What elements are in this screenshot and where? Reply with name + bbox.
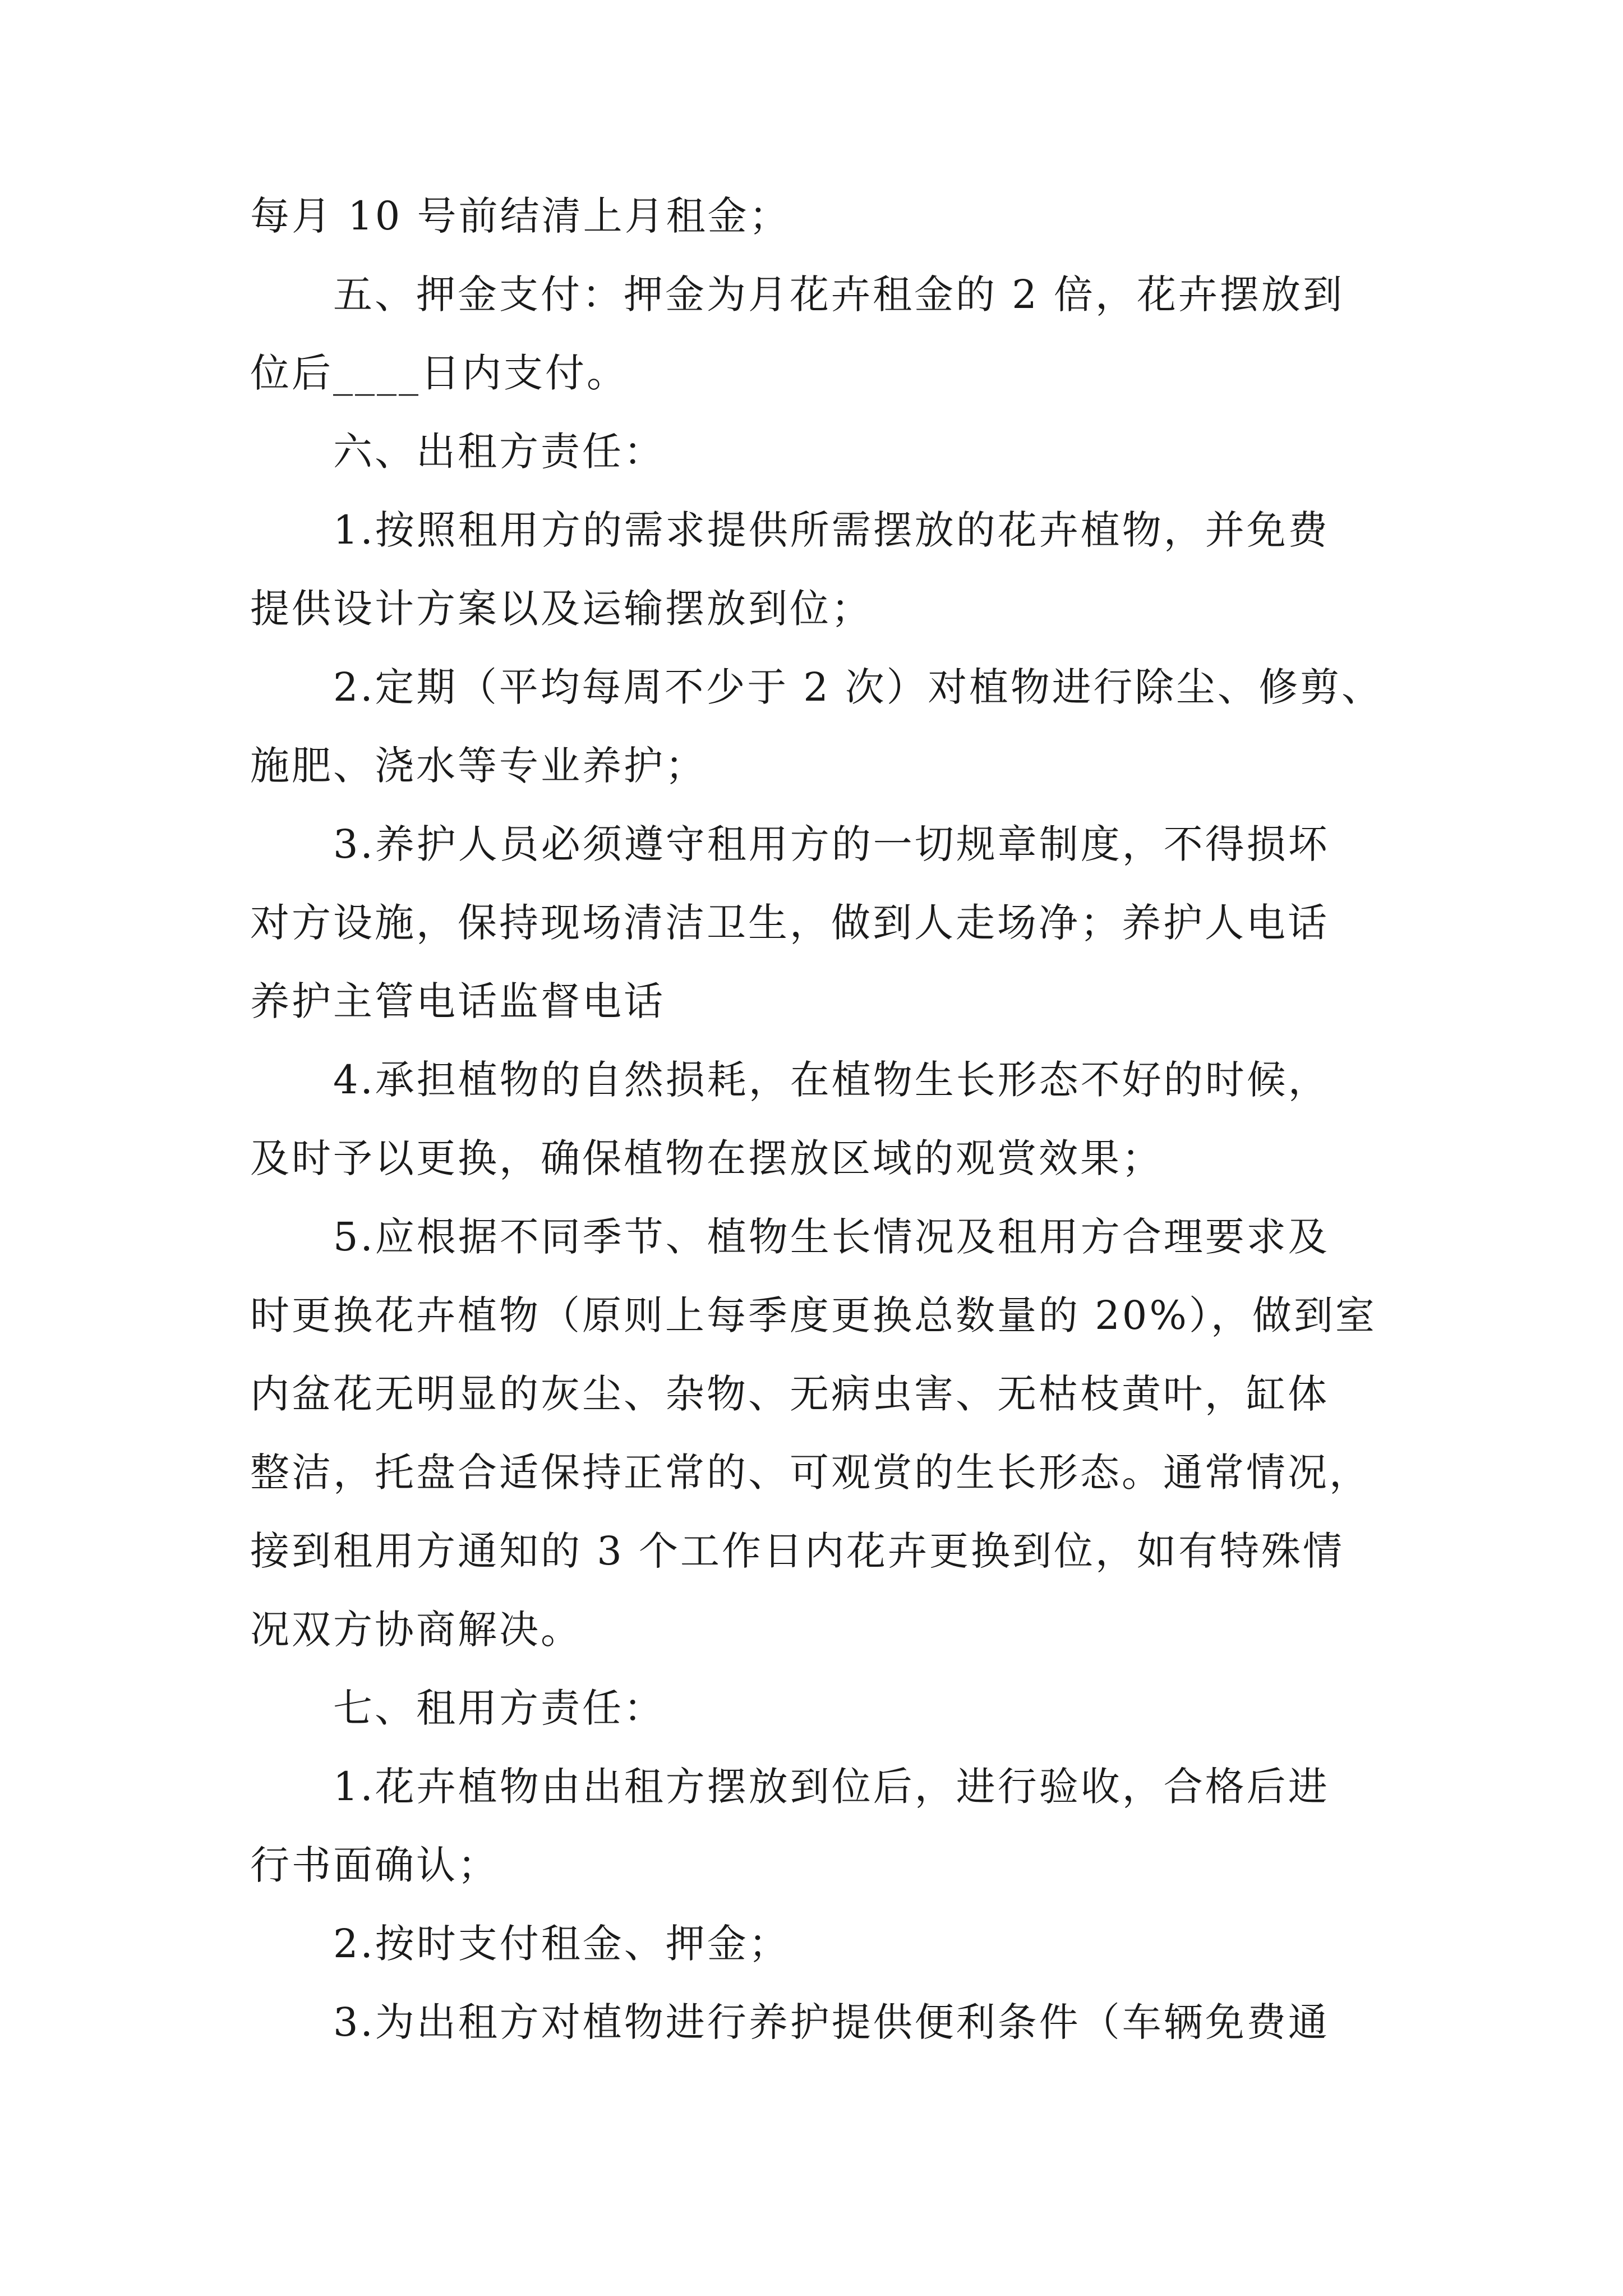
text-line: 养护主管电话监督电话: [250, 978, 665, 1024]
text-line: 时更换花卉植物（原则上每季度更换总数量的 20%），做到室: [250, 1292, 1377, 1338]
text-line: 接到租用方通知的 3 个工作日内花卉更换到位，如有特殊情: [250, 1528, 1345, 1574]
section-heading: 七、租用方责任：: [333, 1685, 665, 1731]
text-line: 2.按时支付租金、押金；: [333, 1921, 790, 1967]
text-line: 况双方协商解决。: [250, 1607, 582, 1653]
text-line: 内盆花无明显的灰尘、杂物、无病虫害、无枯枝黄叶，缸体: [250, 1371, 1329, 1417]
text-line: 1.按照租用方的需求提供所需摆放的花卉植物，并免费: [333, 507, 1330, 553]
text-line: 对方设施，保持现场清洁卫生，做到人走场净；养护人电话: [250, 900, 1329, 946]
text-line: 行书面确认；: [250, 1842, 499, 1888]
text-line: 五、押金支付：押金为月花卉租金的 2 倍，花卉摆放到: [333, 272, 1345, 318]
text-line: 3.为出租方对植物进行养护提供便利条件（车辆免费通: [333, 1999, 1330, 2045]
text-line: 1.花卉植物由出租方摆放到位后，进行验收，合格后进: [333, 1764, 1330, 1810]
text-line: 提供设计方案以及运输摆放到位；: [250, 586, 873, 632]
text-line: 5.应根据不同季节、植物生长情况及租用方合理要求及: [333, 1214, 1330, 1260]
section-heading: 六、出租方责任：: [333, 429, 665, 475]
text-line: 2.定期（平均每周不少于 2 次）对植物进行除尘、修剪、: [333, 664, 1383, 710]
text-line: 及时予以更换，确保植物在摆放区域的观赏效果；: [250, 1135, 1163, 1181]
text-line: 4.承担植物的自然损耗，在植物生长形态不好的时候，: [333, 1057, 1330, 1103]
text-line: 施肥、浇水等专业养护；: [250, 743, 707, 789]
text-line: 每月 10 号前结清上月租金；: [250, 193, 791, 239]
text-line: 3.养护人员必须遵守租用方的一切规章制度，不得损坏: [333, 821, 1330, 867]
text-line: 整洁，托盘合适保持正常的、可观赏的生长形态。通常情况，: [250, 1450, 1371, 1496]
text-line: 位后____日内支付。: [250, 350, 628, 396]
